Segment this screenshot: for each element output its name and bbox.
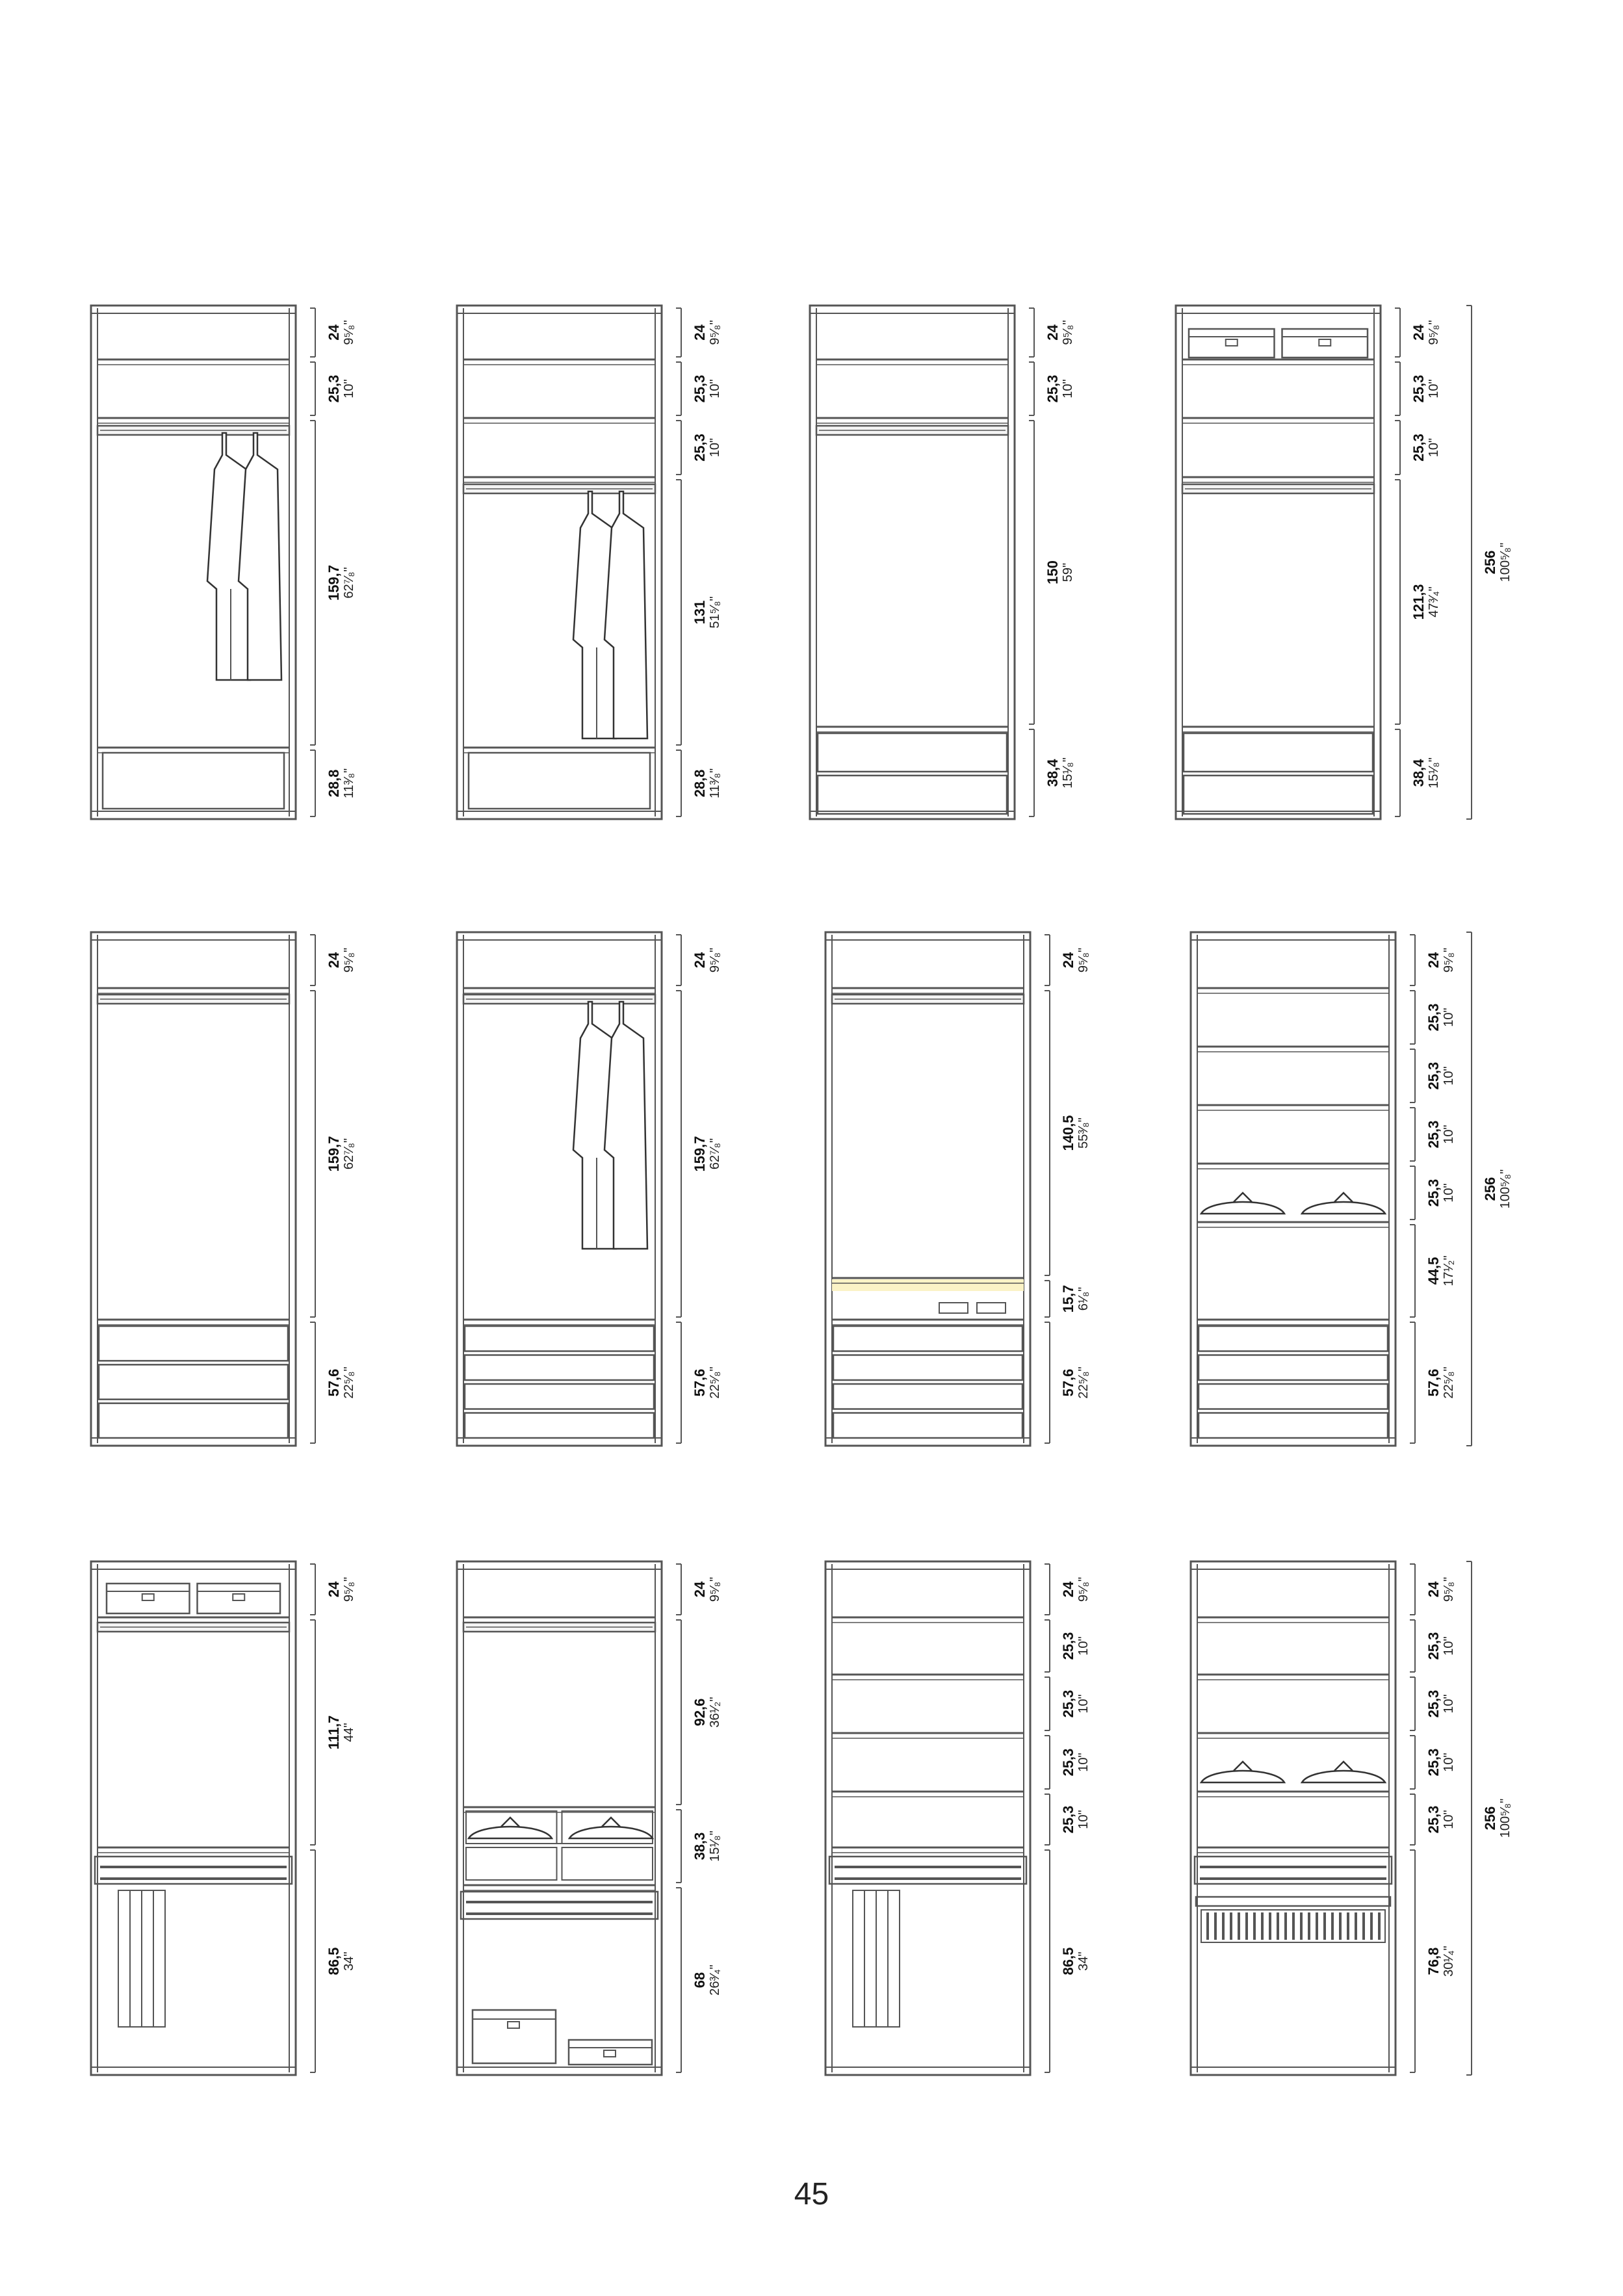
hanging-trousers <box>130 1890 142 2027</box>
dimension-inch: 10" <box>1442 1694 1456 1714</box>
dimension-cm: 24 <box>1045 324 1061 341</box>
dimension-inch: 34" <box>1076 1951 1091 1971</box>
dimension-inch: 15¹⁄₈" <box>708 1831 722 1862</box>
hanger-hook <box>501 1818 519 1827</box>
dimension-inch: 30¹⁄₄" <box>1442 1946 1456 1977</box>
cabinet-frame <box>810 306 1015 819</box>
dimension-inch: 10" <box>1442 1008 1456 1027</box>
dimension-cm: 24 <box>1425 1581 1442 1598</box>
dimension-cm: 28,8 <box>692 769 708 798</box>
dimension-inch: 9⁵⁄₈" <box>342 320 356 345</box>
shirt-compartment <box>466 1847 557 1880</box>
dimension-inch: 55³⁄₈" <box>1076 1117 1091 1149</box>
total-height-cm: 256 <box>1482 1177 1498 1201</box>
drawer <box>833 1355 1022 1381</box>
dimension-cm: 24 <box>692 1581 708 1598</box>
dimension-cm: 92,6 <box>692 1698 708 1727</box>
dimension-inch: 62⁷⁄₈" <box>342 1138 356 1170</box>
dimension-cm: 15,7 <box>1060 1285 1076 1313</box>
dimension-cm: 25,3 <box>1060 1748 1076 1777</box>
hanger-hook <box>1334 1193 1353 1202</box>
dimension-inch: 59" <box>1061 562 1075 582</box>
dimension-inch: 9⁵⁄₈" <box>342 1576 356 1602</box>
dimension-cm: 24 <box>1410 324 1427 341</box>
folded-shirt-hanger <box>1201 1202 1284 1214</box>
drawer <box>103 753 284 809</box>
dimension-cm: 24 <box>692 324 708 341</box>
drawer <box>1199 1384 1388 1409</box>
dimension-cm: 57,6 <box>326 1368 342 1397</box>
led-light-strip <box>832 1279 1024 1291</box>
wardrobe-unit-5 <box>91 932 356 1446</box>
drawer <box>99 1364 288 1399</box>
dimension-inch: 15¹⁄₈" <box>1061 757 1075 789</box>
dimension-cm: 25,3 <box>692 374 708 403</box>
dimension-cm: 150 <box>1045 560 1061 584</box>
dimension-inch: 22⁵⁄₈" <box>1442 1366 1456 1399</box>
dimension-inch: 10" <box>1076 1694 1091 1714</box>
dimension-cm: 25,3 <box>1060 1632 1076 1660</box>
dimension-cm: 57,6 <box>692 1368 708 1397</box>
drawer <box>1199 1413 1388 1439</box>
drawer <box>1199 1355 1388 1381</box>
dimension-inch: 10" <box>1076 1810 1091 1829</box>
drawer <box>465 1326 654 1351</box>
shirt-compartment <box>562 1847 653 1880</box>
folded-shirt-hanger <box>469 1827 552 1838</box>
wardrobe-unit-4 <box>1176 306 1513 819</box>
folded-shirt-hanger <box>1201 1771 1284 1782</box>
dimension-inch: 10" <box>1427 437 1441 458</box>
dimension-cm: 38,3 <box>692 1832 708 1860</box>
dimension-inch: 11³⁄₈" <box>708 768 722 799</box>
drawer <box>465 1355 654 1381</box>
dimension-inch: 26³⁄₄" <box>708 1964 722 1996</box>
dimension-inch: 10" <box>342 379 356 398</box>
dimension-inch: 15¹⁄₈" <box>1427 757 1441 789</box>
dimension-cm: 25,3 <box>1060 1805 1076 1834</box>
dimension-inch: 10" <box>1442 1125 1456 1144</box>
storage-box <box>1282 329 1368 358</box>
hanger-hook <box>1234 1762 1252 1771</box>
dimension-inch: 9⁵⁄₈" <box>708 947 722 973</box>
drawer <box>99 1326 288 1361</box>
folded-shirt-hanger <box>569 1827 653 1838</box>
storage-box <box>1189 329 1275 358</box>
storage-box <box>107 1584 190 1613</box>
dimension-cm: 24 <box>1425 952 1442 969</box>
cabinet-frame <box>1191 932 1396 1446</box>
cabinet-frame <box>91 932 296 1446</box>
dimension-cm: 57,6 <box>1425 1368 1442 1397</box>
dimension-cm: 131 <box>692 600 708 625</box>
dimension-cm: 121,3 <box>1410 584 1427 620</box>
dimension-inch: 10" <box>1442 1810 1456 1829</box>
dimension-inch: 22⁵⁄₈" <box>1076 1366 1091 1399</box>
drawer <box>99 1403 288 1438</box>
dimension-cm: 111,7 <box>326 1715 342 1750</box>
hanging-trousers <box>864 1890 876 2027</box>
drawer <box>818 733 1007 772</box>
dimension-cm: 25,3 <box>1425 1003 1442 1032</box>
total-height-cm: 256 <box>1482 550 1498 575</box>
dimension-cm: 159,7 <box>326 1136 342 1172</box>
dimension-inch: 10" <box>1061 379 1075 398</box>
cabinet-frame <box>1191 1561 1396 2075</box>
drawer <box>833 1326 1022 1351</box>
dimension-cm: 159,7 <box>692 1136 708 1172</box>
drawer <box>818 776 1007 814</box>
dimension-inch: 9⁵⁄₈" <box>708 1576 722 1602</box>
dimension-cm: 57,6 <box>1060 1368 1076 1397</box>
dimension-inch: 11³⁄₈" <box>342 768 356 799</box>
dimension-cm: 25,3 <box>1060 1689 1076 1718</box>
wardrobe-unit-2 <box>457 306 722 819</box>
dimension-cm: 24 <box>1060 952 1076 969</box>
dimension-inch: 10" <box>1442 1753 1456 1772</box>
dimension-cm: 86,5 <box>1060 1947 1076 1976</box>
dimension-cm: 38,4 <box>1410 759 1427 787</box>
wardrobe-unit-3 <box>810 306 1075 819</box>
dimension-cm: 25,3 <box>326 374 342 403</box>
dimension-cm: 25,3 <box>1425 1748 1442 1777</box>
drawer <box>465 1384 654 1409</box>
drawer <box>465 1413 654 1439</box>
dimension-inch: 9⁵⁄₈" <box>342 947 356 973</box>
dimension-cm: 25,3 <box>1045 374 1061 403</box>
storage-box <box>569 2040 652 2065</box>
dimension-cm: 25,3 <box>1425 1632 1442 1660</box>
wardrobe-unit-12 <box>1191 1561 1513 2075</box>
cabinet-frame <box>457 1561 662 2075</box>
dimension-inch: 9⁵⁄₈" <box>1076 947 1091 973</box>
wardrobe-unit-7 <box>825 932 1091 1446</box>
dimension-inch: 10" <box>1076 1753 1091 1772</box>
dimension-inch: 51⁵⁄₈" <box>708 596 722 629</box>
total-height-inch: 100⁵⁄₈" <box>1498 542 1513 582</box>
dimension-cm: 25,3 <box>1410 374 1427 403</box>
wardrobe-unit-9 <box>91 1561 356 2075</box>
dimension-inch: 10" <box>1442 1636 1456 1656</box>
dimension-inch: 36¹⁄₂" <box>708 1697 722 1728</box>
cabinet-frame <box>825 932 1030 1446</box>
dimension-cm: 68 <box>692 1972 708 1989</box>
dimension-cm: 24 <box>326 324 342 341</box>
dimension-cm: 24 <box>326 1581 342 1598</box>
hanger-hook <box>1334 1762 1353 1771</box>
wardrobe-unit-8 <box>1191 932 1513 1446</box>
dimension-inch: 22⁵⁄₈" <box>342 1366 356 1399</box>
wardrobe-unit-1 <box>91 306 356 819</box>
dimension-inch: 10" <box>708 437 722 458</box>
dimension-inch: 62⁷⁄₈" <box>342 567 356 599</box>
drawer <box>1184 776 1373 814</box>
dimension-cm: 25,3 <box>1410 434 1427 462</box>
total-height-inch: 100⁵⁄₈" <box>1498 1798 1513 1838</box>
small-tray <box>977 1303 1006 1313</box>
folded-shirt-hanger <box>1302 1771 1385 1782</box>
dimension-cm: 76,8 <box>1425 1947 1442 1976</box>
dimension-inch: 9⁵⁄₈" <box>1427 320 1441 345</box>
shoe-rack-frame <box>1196 1897 1390 1906</box>
dimension-inch: 17¹⁄₂" <box>1442 1255 1456 1286</box>
hanging-trousers <box>876 1890 888 2027</box>
dimension-cm: 25,3 <box>1425 1805 1442 1834</box>
wardrobe-unit-10 <box>457 1561 722 2075</box>
hanging-trousers <box>153 1890 165 2027</box>
hanging-trousers <box>118 1890 130 2027</box>
wardrobe-unit-6 <box>457 932 722 1446</box>
wardrobe-unit-11 <box>825 1561 1091 2075</box>
drawer <box>833 1384 1022 1409</box>
dimension-inch: 10" <box>708 379 722 398</box>
hanger-hook <box>602 1818 620 1827</box>
dimension-cm: 38,4 <box>1045 759 1061 787</box>
dimension-cm: 86,5 <box>326 1947 342 1976</box>
drawer <box>1199 1326 1388 1351</box>
dimension-inch: 6¹⁄₈" <box>1076 1286 1091 1311</box>
dimension-inch: 10" <box>1442 1066 1456 1086</box>
total-height-inch: 100⁵⁄₈" <box>1498 1169 1513 1209</box>
drawer <box>469 753 650 809</box>
cabinet-frame <box>1176 306 1381 819</box>
dimension-inch: 10" <box>1076 1636 1091 1656</box>
dimension-cm: 44,5 <box>1425 1257 1442 1285</box>
dimension-cm: 24 <box>692 952 708 969</box>
dimension-inch: 9⁵⁄₈" <box>1442 1576 1456 1602</box>
dimension-cm: 24 <box>1060 1581 1076 1598</box>
dimension-cm: 25,3 <box>1425 1120 1442 1149</box>
hanger-hook <box>1234 1193 1252 1202</box>
dimension-cm: 159,7 <box>326 564 342 601</box>
dimension-cm: 25,3 <box>692 434 708 462</box>
dimension-inch: 47³⁄₄" <box>1427 586 1441 618</box>
dimension-cm: 25,3 <box>1425 1179 1442 1207</box>
dimension-inch: 9⁵⁄₈" <box>1061 320 1075 345</box>
storage-box <box>198 1584 281 1613</box>
dimension-inch: 44" <box>342 1723 356 1742</box>
total-height-cm: 256 <box>1482 1806 1498 1831</box>
dimension-inch: 34" <box>342 1951 356 1971</box>
small-tray <box>939 1303 968 1313</box>
dimension-inch: 22⁵⁄₈" <box>708 1366 722 1399</box>
dimension-inch: 9⁵⁄₈" <box>708 320 722 345</box>
dimension-cm: 24 <box>326 952 342 969</box>
drawer <box>1184 733 1373 772</box>
dimension-inch: 9⁵⁄₈" <box>1076 1576 1091 1602</box>
folded-shirt-hanger <box>1302 1202 1385 1214</box>
storage-box <box>473 2010 556 2063</box>
dimension-inch: 10" <box>1442 1183 1456 1203</box>
dimension-cm: 140,5 <box>1060 1115 1076 1151</box>
dimension-cm: 28,8 <box>326 769 342 798</box>
dimension-cm: 25,3 <box>1425 1062 1442 1090</box>
hanging-trousers <box>888 1890 900 2027</box>
dimension-inch: 9⁵⁄₈" <box>1442 947 1456 973</box>
hanging-trousers <box>853 1890 864 2027</box>
page-number: 45 <box>794 2177 829 2211</box>
dimension-inch: 10" <box>1427 379 1441 398</box>
dimension-inch: 62⁷⁄₈" <box>708 1138 722 1170</box>
dimension-cm: 25,3 <box>1425 1689 1442 1718</box>
hanging-trousers <box>142 1890 153 2027</box>
drawer <box>833 1413 1022 1439</box>
